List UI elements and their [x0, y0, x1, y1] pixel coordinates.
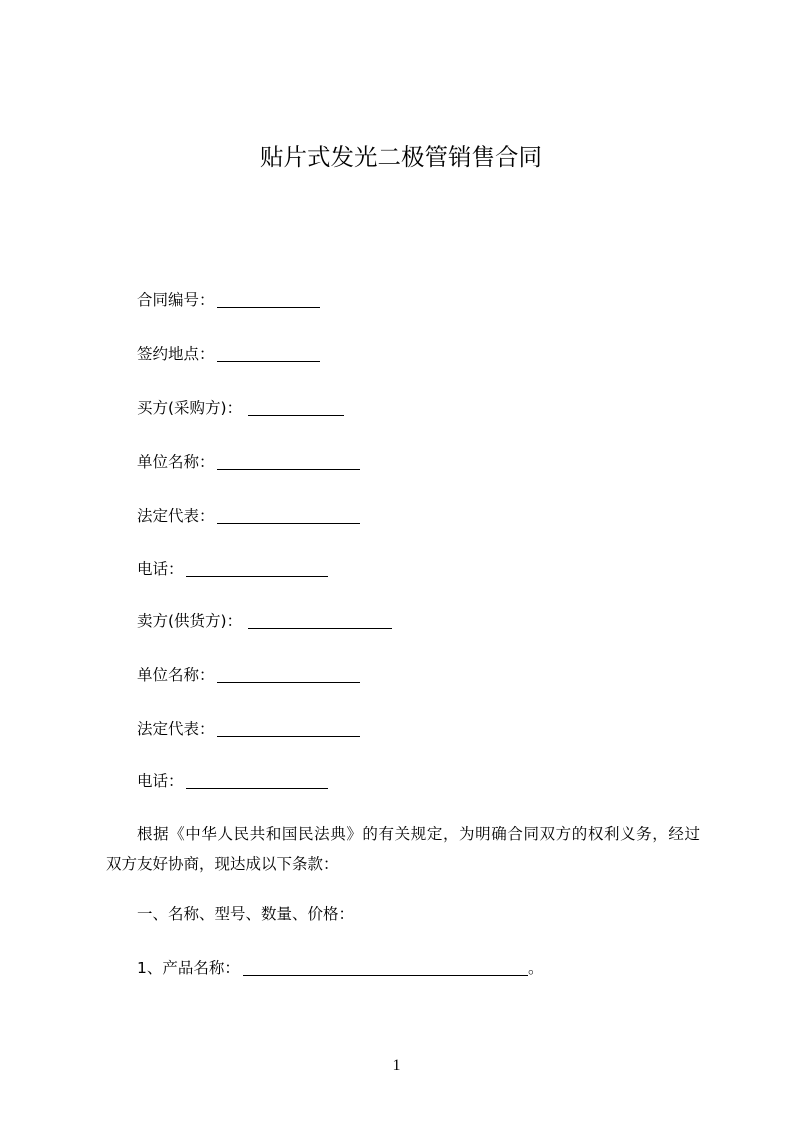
- field-label: 法定代表：: [137, 720, 215, 738]
- buyer-phone-field: [0, 559, 793, 579]
- buyer-heading: [0, 398, 793, 418]
- buyer-legal-representative-field: [0, 506, 793, 526]
- seller-company-name-field: [0, 665, 793, 685]
- document-title: 贴片式发光二极管销售合同: [260, 143, 542, 171]
- field-label: 签约地点：: [137, 345, 215, 363]
- blank-line: [248, 415, 344, 416]
- blank-line: [186, 576, 328, 577]
- blank-line: [243, 975, 528, 976]
- field-label: 1、产品名称：: [137, 959, 240, 977]
- field-label: 单位名称：: [137, 666, 215, 684]
- seller-legal-representative-field: [0, 719, 793, 739]
- field-label: 买方(采购方)：: [137, 399, 243, 417]
- section-heading-text: 一、名称、型号、数量、价格：: [137, 905, 355, 923]
- blank-line: [217, 523, 360, 524]
- intro-paragraph-line: 根据《中华人民共和国民法典》的有关规定，为明确合同双方的权利义务，经过: [137, 825, 700, 843]
- blank-line: [217, 307, 320, 308]
- field-label: 卖方(供货方)：: [137, 612, 243, 630]
- field-label: 法定代表：: [137, 507, 215, 525]
- blank-line: [186, 788, 328, 789]
- blank-line: [217, 682, 360, 683]
- field-label: 电话：: [137, 560, 184, 578]
- page-number: 1: [392, 1057, 401, 1074]
- blank-line: [248, 628, 392, 629]
- signing-location-field: [0, 344, 793, 364]
- seller-heading: [0, 611, 793, 631]
- product-name-field: [0, 958, 793, 978]
- blank-line: [217, 361, 320, 362]
- section-heading: [0, 904, 793, 924]
- period-mark: 。: [528, 959, 544, 977]
- field-label: 合同编号：: [137, 291, 215, 309]
- field-label: 单位名称：: [137, 453, 215, 471]
- field-label: 电话：: [137, 772, 184, 790]
- contract-number-field: [0, 290, 793, 310]
- buyer-company-name-field: [0, 452, 793, 472]
- seller-phone-field: [0, 771, 793, 791]
- intro-paragraph-line: 双方友好协商，现达成以下条款：: [106, 855, 339, 873]
- blank-line: [217, 736, 360, 737]
- blank-line: [217, 469, 360, 470]
